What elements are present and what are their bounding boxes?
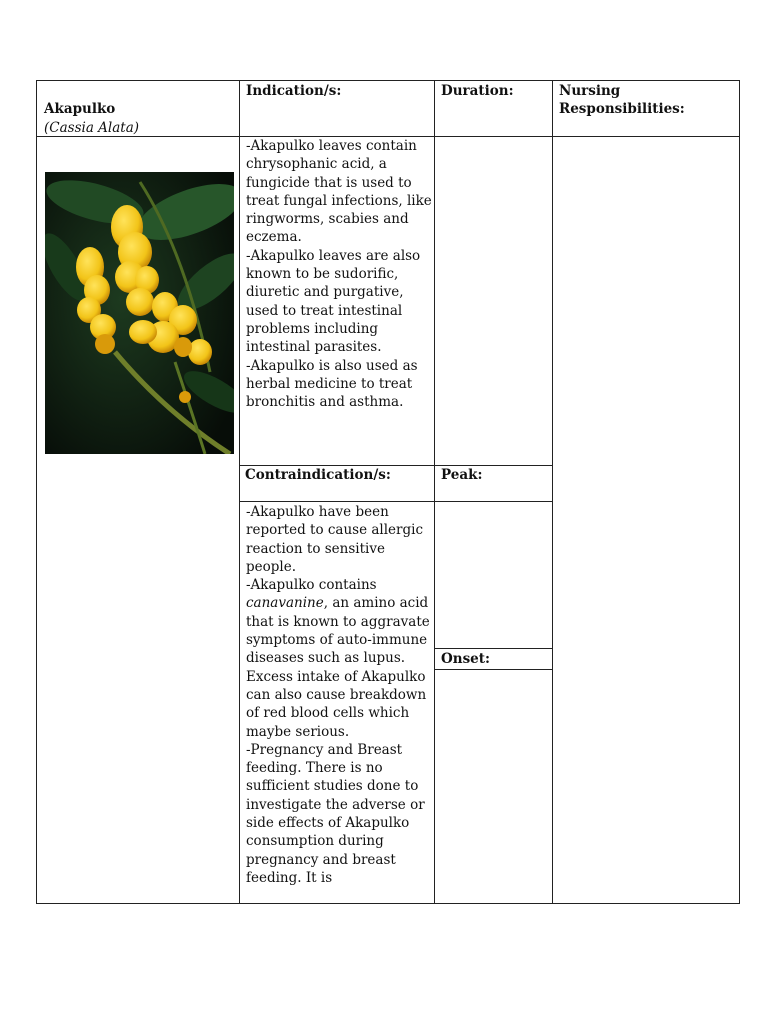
plant-name-header	[44, 82, 236, 137]
scientific-name: (Cassia Alata)	[44, 119, 140, 136]
canavanine-prefix: -Akapulko contains	[246, 577, 377, 594]
contraindication-text	[246, 503, 432, 887]
contraindication-header: Contraindication/s:	[245, 467, 391, 483]
duration-header: Duration:	[441, 83, 514, 99]
contraindication-row-bottom	[239, 501, 553, 502]
contraindication-pregnancy: -Pregnancy and Breast feeding. There is no sufficient studies done to investigate the adverse or side effects of Akapulko consumption during pregnancy and breast feeding. It is	[246, 741, 425, 886]
indication-text: -Akapulko leaves contain chrysophanic acid, a fungicide that is used to treat fungal infections, like ringworms, scabies and eczema. -Akapulko leaves are also known to be sudorific, diuretic and purgative, used to treat intestinal problems including intestinal parasites. -Akapulko is also used as herbal medicine to treat bronchitis and asthma.	[246, 138, 432, 411]
table-border-right	[739, 80, 740, 904]
onset-row-top	[434, 648, 553, 649]
table-border-left	[36, 80, 37, 904]
plant-name: Akapulko	[44, 101, 116, 118]
akapulko-flower-illustration	[45, 172, 234, 454]
indication-header: Indication/s:	[246, 83, 342, 99]
col-divider-3	[552, 80, 553, 904]
canavanine-rest: , an amino acid that is known to aggravate symptoms of auto-immune diseases such as lupus. Excess intake of Akapulko can also cause breakdown of red blood cells which maybe serious.	[246, 595, 430, 740]
peak-header: Peak:	[441, 467, 483, 483]
col-divider-2	[434, 80, 435, 904]
contraindication-allergy: -Akapulko have been reported to cause allergic reaction to sensitive people.	[246, 504, 424, 575]
table-border-bottom	[36, 903, 740, 904]
table-border-top	[36, 80, 740, 81]
akapulko-flower-photo	[45, 172, 234, 454]
canavanine-term: canavanine	[246, 595, 324, 612]
col-divider-1	[239, 80, 240, 904]
onset-header: Onset:	[441, 651, 490, 667]
nursing-responsibilities-header: Nursing Responsibilities:	[559, 83, 685, 118]
onset-row-bottom	[434, 669, 553, 670]
contraindication-canavanine	[246, 576, 432, 741]
